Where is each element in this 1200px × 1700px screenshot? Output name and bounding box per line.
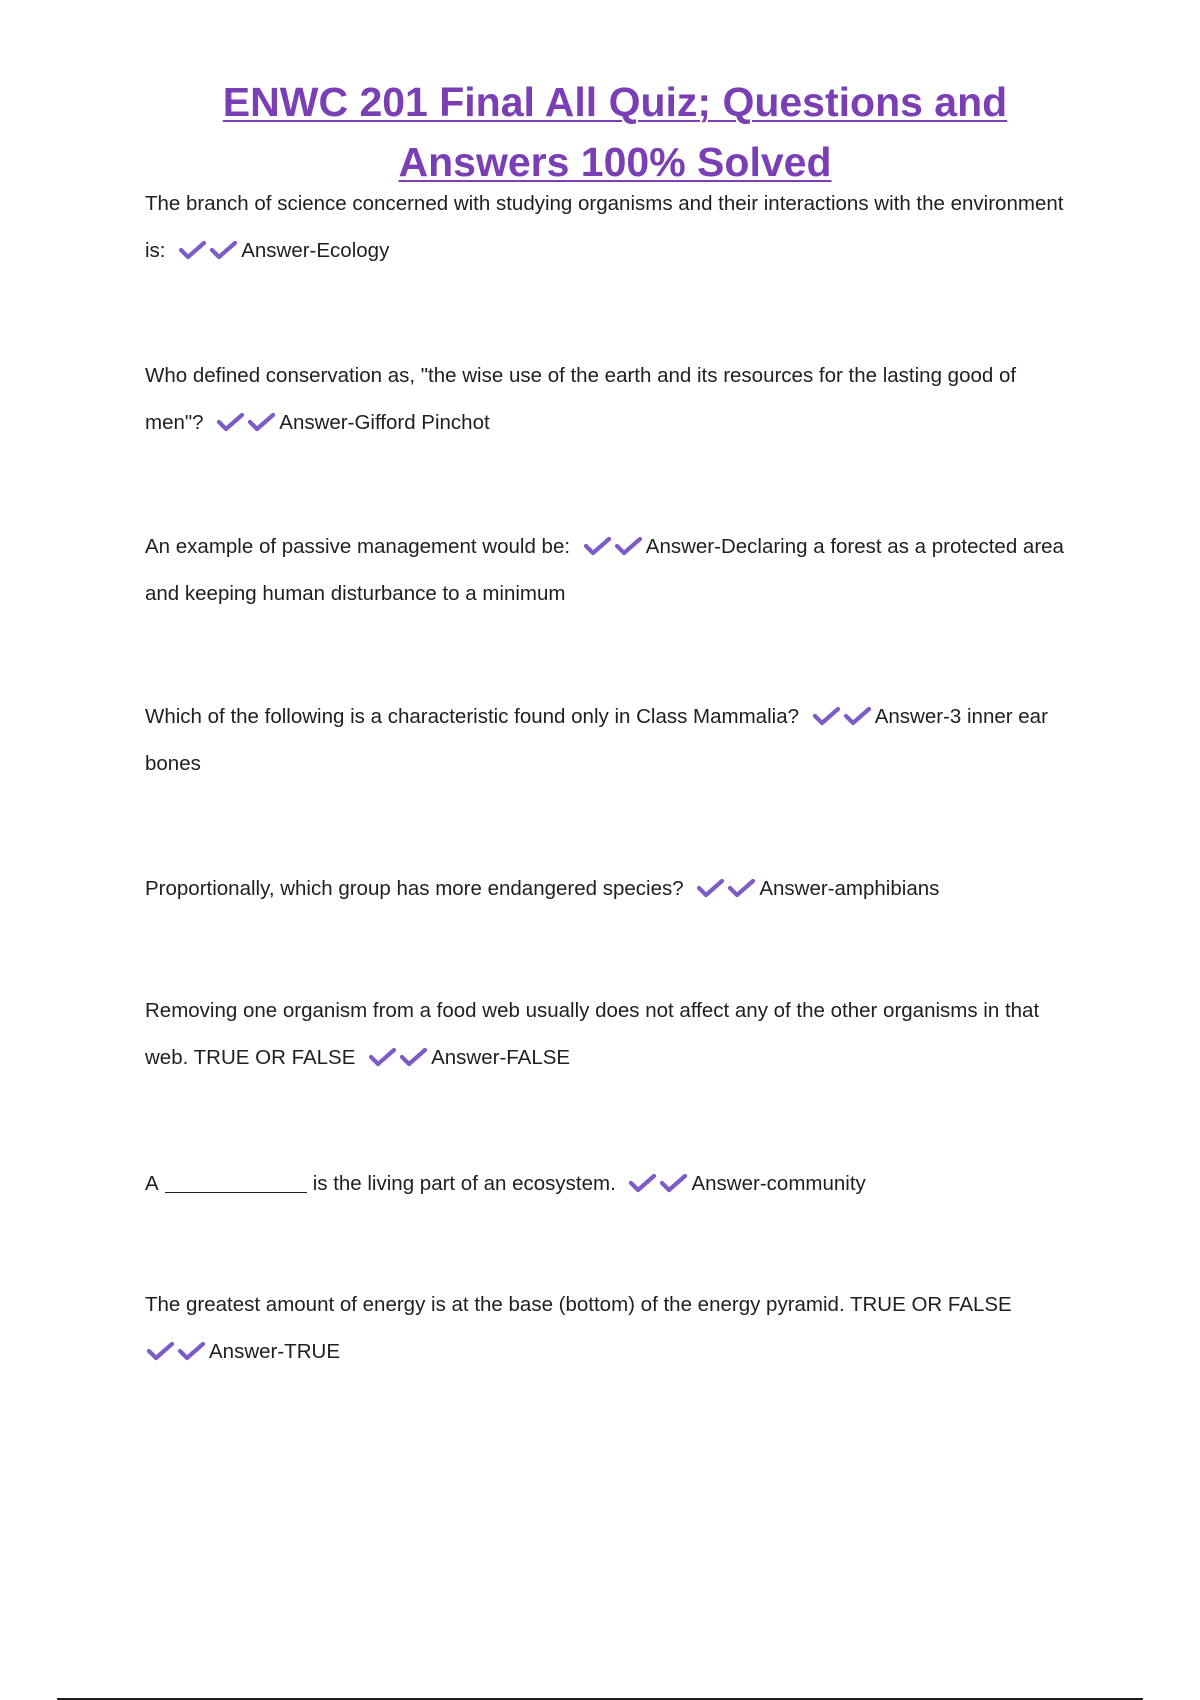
double-check-icon bbox=[179, 240, 237, 260]
check-mark-icon bbox=[178, 1341, 205, 1361]
double-check-icon bbox=[147, 1341, 205, 1361]
check-mark-icon bbox=[813, 706, 840, 726]
qa-item bbox=[145, 352, 1080, 446]
check-mark-icon bbox=[660, 1173, 687, 1193]
double-check-icon bbox=[813, 706, 871, 726]
qa-item bbox=[145, 180, 1080, 274]
check-mark-icon bbox=[697, 878, 724, 898]
check-mark-icon bbox=[210, 240, 237, 260]
question-text: Which of the following is a characteristic found only in Class Mammalia? bbox=[145, 705, 799, 728]
answer-text: Answer-FALSE bbox=[431, 1046, 571, 1069]
question-text: The greatest amount of energy is at the base (bottom) of the energy pyramid. TRUE OR FALSE bbox=[145, 1293, 1012, 1316]
answer-text: Answer-3 inner ear bones bbox=[145, 705, 1048, 775]
check-mark-icon bbox=[248, 412, 275, 432]
answer-text: Answer-Ecology bbox=[241, 239, 390, 262]
qa-item bbox=[145, 865, 1080, 912]
double-check-icon bbox=[217, 412, 275, 432]
double-check-icon bbox=[629, 1173, 687, 1193]
double-check-icon bbox=[584, 536, 642, 556]
answer-text: Answer-community bbox=[691, 1172, 866, 1195]
check-mark-icon bbox=[369, 1047, 396, 1067]
check-mark-icon bbox=[728, 878, 755, 898]
answer-text: Answer-Gifford Pinchot bbox=[279, 411, 490, 434]
qa-item bbox=[145, 1281, 1080, 1375]
qa-item bbox=[145, 987, 1080, 1081]
check-mark-icon bbox=[179, 240, 206, 260]
fill-in-blank bbox=[165, 1172, 307, 1193]
check-mark-icon bbox=[217, 412, 244, 432]
answer-text: Answer-TRUE bbox=[209, 1340, 340, 1363]
question-text: An example of passive management would be: bbox=[145, 535, 571, 558]
question-text: The branch of science concerned with studying organisms and their interactions with the environment is: bbox=[145, 192, 1064, 262]
answer-text: Answer-Declaring a forest as a protected area and keeping human disturbance to a minimum bbox=[145, 535, 1064, 605]
question-text: Who defined conservation as, "the wise use of the earth and its resources for the lasting good of men"? bbox=[145, 364, 1017, 434]
question-text: Removing one organism from a food web usually does not affect any of the other organisms in that web. TRUE OR FALSE bbox=[145, 999, 1040, 1069]
question-text-start: A bbox=[145, 1172, 159, 1195]
check-mark-icon bbox=[615, 536, 642, 556]
question-text-end: is the living part of an ecosystem. bbox=[312, 1172, 616, 1195]
check-mark-icon bbox=[844, 706, 871, 726]
page-title: ENWC 201 Final All Quiz; Questions and Answers 100% Solved bbox=[222, 79, 1008, 185]
double-check-icon bbox=[369, 1047, 427, 1067]
qa-item bbox=[145, 693, 1080, 787]
question-text: Proportionally, which group has more endangered species? bbox=[145, 877, 684, 900]
check-mark-icon bbox=[400, 1047, 427, 1067]
check-mark-icon bbox=[629, 1173, 656, 1193]
qa-item bbox=[145, 523, 1080, 617]
double-check-icon bbox=[697, 878, 755, 898]
answer-text: Answer-amphibians bbox=[759, 877, 940, 900]
check-mark-icon bbox=[147, 1341, 174, 1361]
qa-item bbox=[145, 1160, 1080, 1207]
check-mark-icon bbox=[584, 536, 611, 556]
